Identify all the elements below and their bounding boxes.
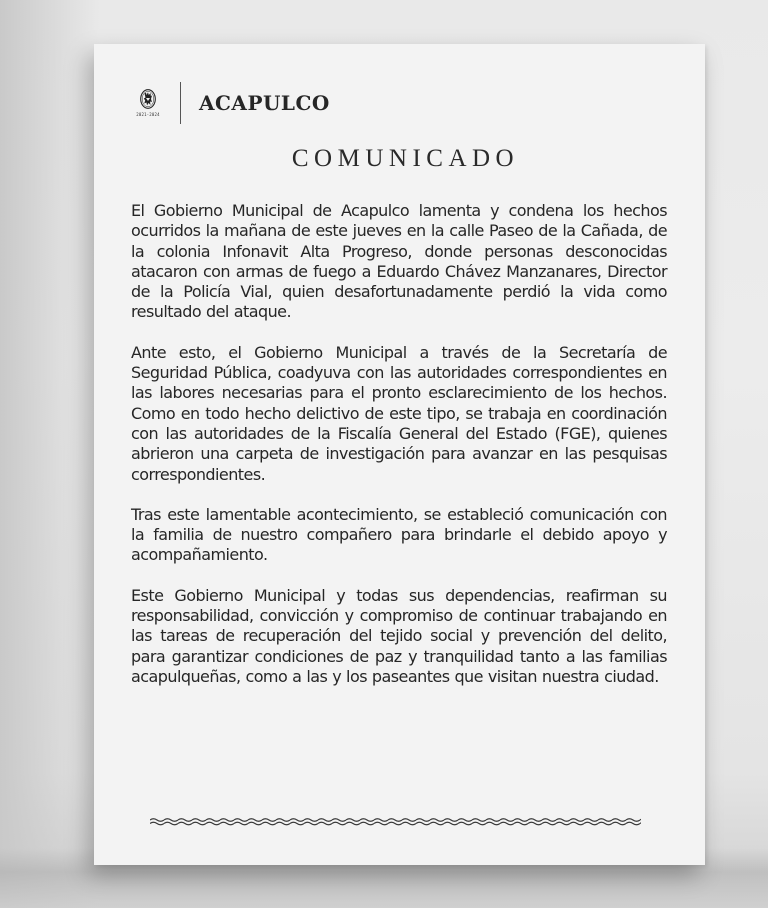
- brand-wordmark: ACAPULCO: [199, 91, 330, 115]
- letterhead: [134, 78, 330, 128]
- wave-divider-icon: [150, 817, 641, 827]
- background-shadow-left: [0, 0, 100, 908]
- paragraph: Ante esto, el Gobierno Municipal a través de la Secretaría de Seguridad Pública, coadyuva con las autoridades correspondientes en las labores necesarias para el pronto esclarecimiento de los hechos. Como en todo hecho delictivo de este tipo, se trabaja en coordinación con las autoridades de la Fiscalía General del Estado (FGE), quienes abrieron una carpeta de investigación para avanzar en las pesquisas correspondientes.: [131, 342, 667, 484]
- paragraph: El Gobierno Municipal de Acapulco lamenta y condena los hechos ocurridos la mañana de este jueves en la calle Paseo de la Cañada, de la colonia Infonavit Alta Progreso, donde personas desconocidas atacaron con armas de fuego a Eduardo Chávez Manzanares, Director de la Policía Vial, quien desafortunadamente perdió la vida como resultado del ataque.: [131, 201, 667, 322]
- paragraph: Tras este lamentable acontecimiento, se estableció comunicación con la familia de nuestro compañero para brindarle el debido apoyo y acompañamiento.: [131, 504, 667, 565]
- document-page: [94, 44, 705, 865]
- municipal-seal-icon: [140, 89, 156, 109]
- seal-years: 2021-2024: [136, 112, 160, 117]
- document-body: [131, 201, 667, 707]
- municipal-seal: [134, 89, 162, 117]
- paragraph: Este Gobierno Municipal y todas sus dependencias, reafirman su responsabilidad, convicción y compromiso de continuar trabajando en las tareas de recuperación del tejido social y prevención del delito, para garantizar condiciones de paz y tranquilidad tanto a las familias acapulqueñas, como a las y los paseantes que visitan nuestra ciudad.: [131, 585, 667, 686]
- header-divider: [180, 82, 181, 124]
- page-title: COMUNICADO: [291, 145, 520, 172]
